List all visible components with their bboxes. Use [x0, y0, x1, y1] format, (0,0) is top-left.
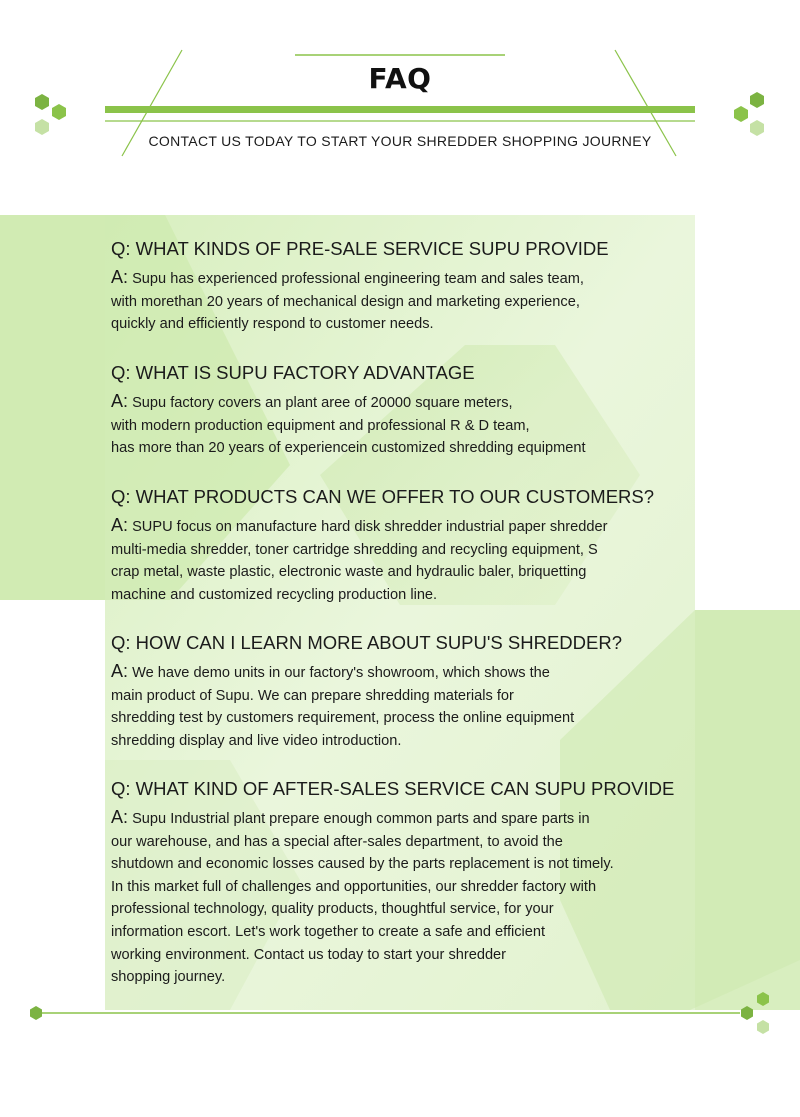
answer-prefix: A: — [111, 661, 129, 681]
answer-line: Supu Industrial plant prepare enough common parts and spare parts in — [132, 811, 590, 827]
answer-line: has more than 20 years of experiencein customized shredding equipment — [111, 440, 586, 457]
answer-line: multi-media shredder, toner cartridge shredding and recycling equipment, S — [111, 541, 598, 558]
faq-answer — [111, 266, 711, 336]
answer-line: Supu has experienced professional engineering team and sales team, — [132, 271, 584, 287]
faq-item — [111, 778, 711, 989]
faq-answer — [111, 514, 711, 606]
faq-question: Q: HOW CAN I LEARN MORE ABOUT SUPU'S SHREDDER? — [111, 632, 622, 653]
answer-line: quickly and efficiently respond to customer needs. — [111, 316, 434, 333]
answer-line: In this market full of challenges and opportunities, our shredder factory with — [111, 878, 597, 895]
answer-line: shopping journey. — [111, 969, 226, 986]
answer-line: with morethan 20 years of mechanical design and marketing experience, — [111, 293, 580, 310]
answer-line: Supu factory covers an plant aree of 20000 square meters, — [132, 395, 513, 411]
faq-answer — [111, 806, 711, 989]
faq-answer — [111, 660, 711, 752]
answer-prefix: A: — [111, 267, 129, 287]
answer-line: crap metal, waste plastic, electronic waste and hydraulic baler, briquetting — [111, 564, 587, 581]
answer-prefix: A: — [111, 391, 129, 411]
hexagon-dots-right — [734, 92, 764, 136]
hexagon-dots-left — [35, 94, 66, 135]
faq-question: Q: WHAT KIND OF AFTER-SALES SERVICE CAN SUPU PROVIDE — [111, 778, 675, 799]
faq-answer — [111, 390, 711, 460]
answer-line: working environment. Contact us today to start your shredder — [111, 946, 507, 963]
answer-line: shutdown and economic losses caused by the parts replacement is not timely. — [111, 856, 614, 873]
answer-line: our warehouse, and has a special after-sales department, to avoid the — [111, 833, 563, 850]
faq-question: Q: WHAT KINDS OF PRE-SALE SERVICE SUPU PROVIDE — [111, 238, 609, 259]
page-subtitle: CONTACT US TODAY TO START YOUR SHREDDER SHOPPING JOURNEY — [148, 133, 652, 149]
faq-item — [111, 238, 711, 336]
answer-line: SUPU focus on manufacture hard disk shredder industrial paper shredder — [132, 519, 608, 535]
answer-line: with modern production equipment and professional R & D team, — [111, 417, 530, 434]
faq-item — [111, 632, 711, 752]
answer-line: shredding display and live video introduction. — [111, 732, 402, 749]
answer-prefix: A: — [111, 515, 129, 535]
faq-item — [111, 362, 711, 460]
answer-line: machine and customized recycling production line. — [111, 586, 438, 603]
page-title: FAQ — [368, 62, 432, 95]
answer-prefix: A: — [111, 807, 129, 827]
answer-line: information escort. Let's work together to create a safe and efficient — [111, 923, 546, 940]
answer-line: shredding test by customers requirement, process the online equipment — [111, 710, 575, 727]
faq-question: Q: WHAT IS SUPU FACTORY ADVANTAGE — [111, 362, 475, 383]
answer-line: professional technology, quality products, thoughtful service, for your — [111, 901, 554, 918]
faq-question: Q: WHAT PRODUCTS CAN WE OFFER TO OUR CUSTOMERS? — [111, 486, 655, 507]
answer-line: We have demo units in our factory's showroom, which shows the — [132, 665, 550, 681]
watermark: 豆包AI生成 — [712, 1089, 788, 1105]
answer-line: main product of Supu. We can prepare shredding materials for — [111, 687, 514, 704]
faq-item — [111, 486, 711, 606]
